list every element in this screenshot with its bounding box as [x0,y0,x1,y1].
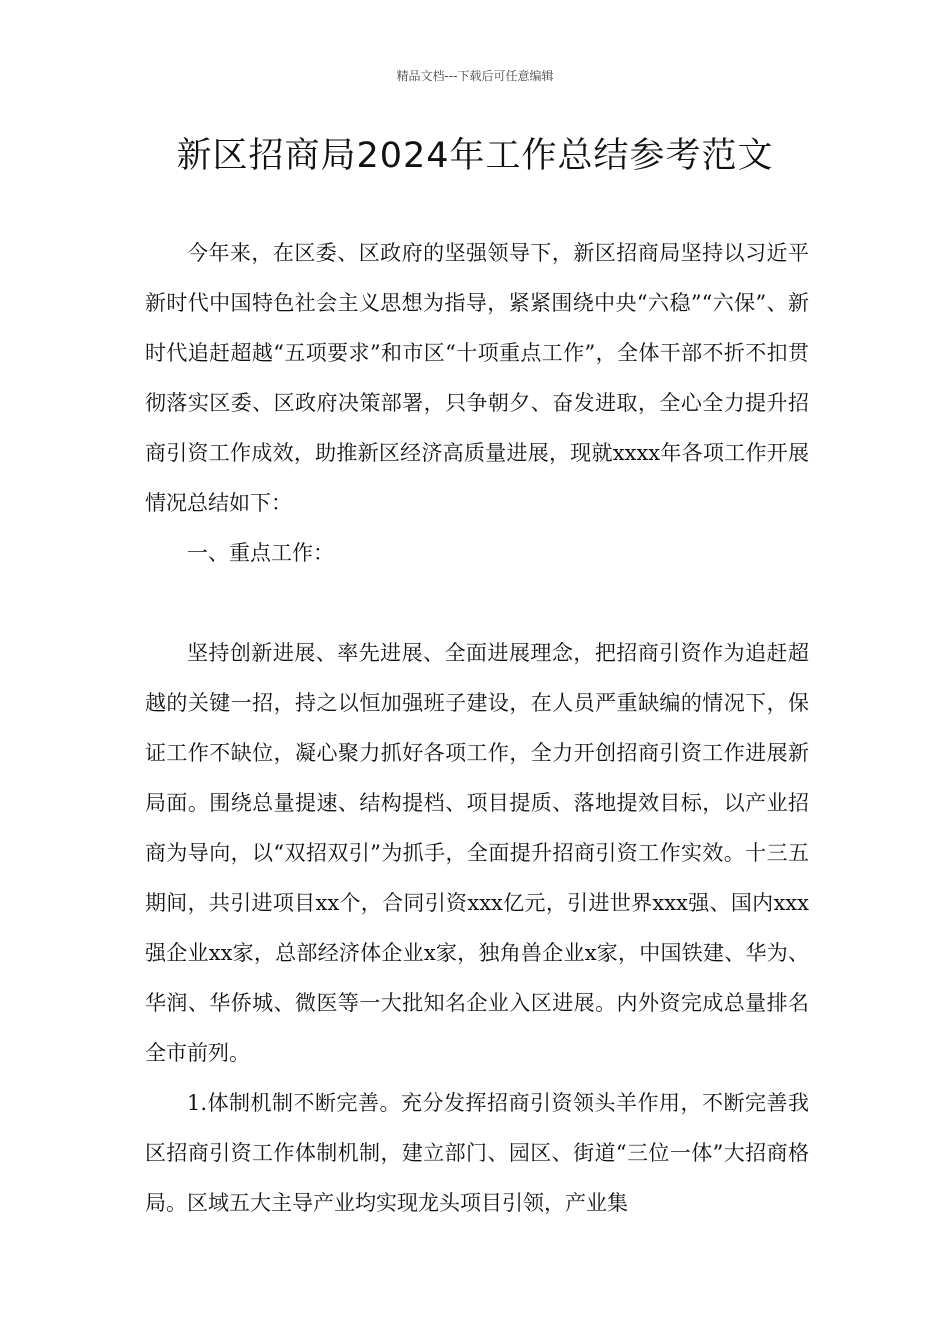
document-body [145,228,809,1228]
paragraph-gap [145,578,809,628]
section-heading: 一、重点工作： [187,541,334,565]
intro-paragraph: 今年来，在区委、区政府的坚强领导下，新区招商局坚持以习近平新时代中国特色社会主义思想为指导，紧紧围绕中央“六稳”“六保”、新时代追赶超越“五项要求”和市区“十项重点工作”，全体干部不折不扣贯彻落实区委、区政府决策部署，只争朝夕、奋发进取，全心全力提升招商引资工作成效，助推新区经济高质量进展，现就xxxx年各项工作开展情况总结如下： [145,241,809,515]
mechanism-paragraph: 1.体制机制不断完善。充分发挥招商引资领头羊作用，不断完善我区招商引资工作体制机制，建立部门、园区、街道“三位一体”大招商格局。区域五大主导产业均实现龙头项目引领，产业集 [145,1091,809,1215]
page-title: 新区招商局2024年工作总结参考范文 [176,136,774,176]
key-work-paragraph: 坚持创新进展、率先进展、全面进展理念，把招商引资作为追赶超越的关键一招，持之以恒加强班子建设，在人员严重缺编的情况下，保证工作不缺位，凝心聚力抓好各项工作，全力开创招商引资工作进展新局面。围绕总量提速、结构提档、项目提质、落地提效目标，以产业招商为导向，以“双招双引”为抓手，全面提升招商引资工作实效。十三五期间，共引进项目xx个，合同引资xxx亿元，引进世界xxx强、国内xxx强企业xx家，总部经济体企业x家，独角兽企业x家，中国铁建、华为、华润、华侨城、微医等一大批知名企业入区进展。内外资完成总量排名全市前列。 [145,641,809,1065]
header-note: 精品文档---下载后可任意编辑 [396,69,554,83]
